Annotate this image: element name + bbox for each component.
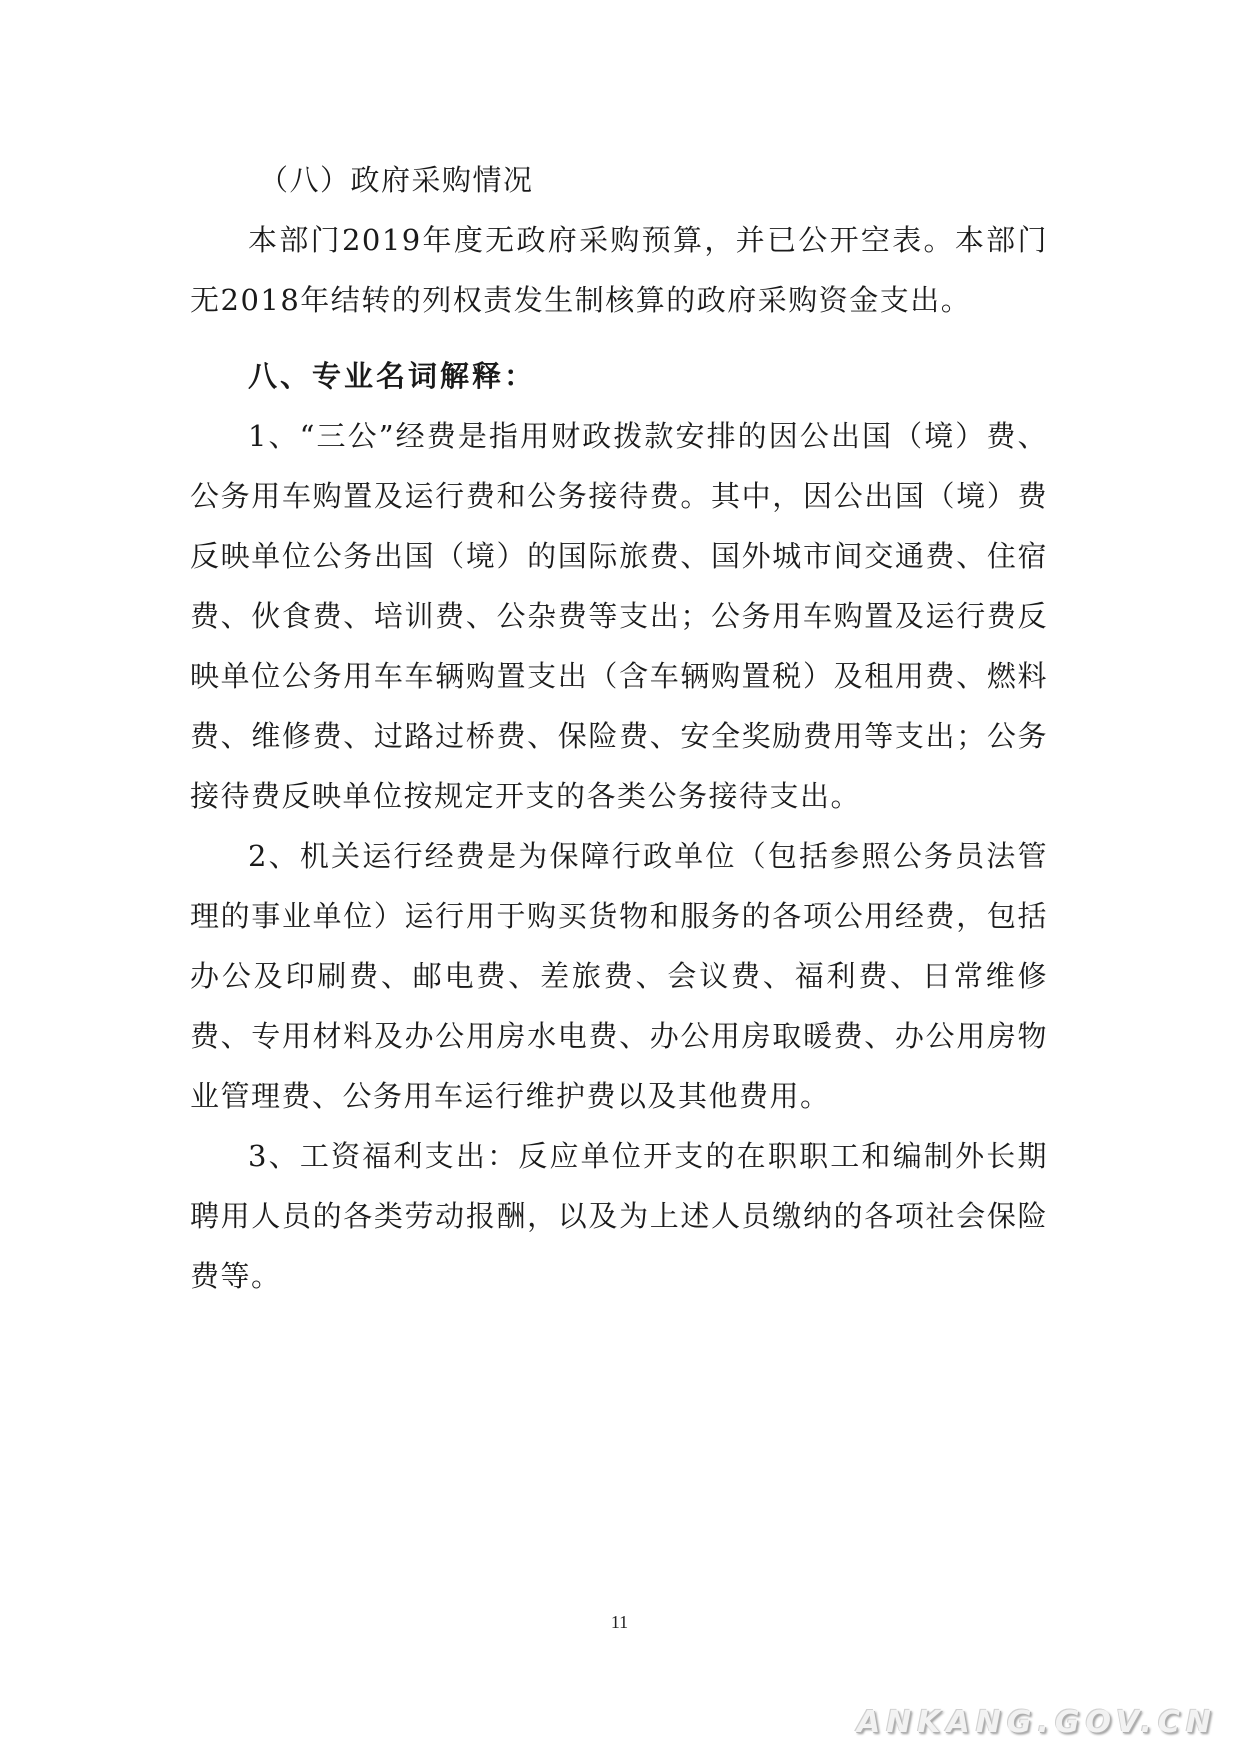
page-number: 11 xyxy=(610,1612,629,1632)
site-watermark: ANKANG.GOV.CN xyxy=(856,1705,1217,1740)
definition-paragraph-1: 1、“三公”经费是指用财政拨款安排的因公出国（境）费、公务用车购置及运行费和公务接待费。其中，因公出国（境）费反映单位公务出国（境）的国际旅费、国外城市间交通费、住宿费、伙食费、培训费、公杂费等支出；公务用车购置及运行费反映单位公务用车车辆购置支出（含车辆购置税）及租用费、燃料费、维修费、过路过桥费、保险费、安全奖励费用等支出；公务接待费反映单位按规定开支的各类公务接待支出。 xyxy=(190,419,1048,813)
definition-paragraph-3: 3、工资福利支出：反应单位开支的在职职工和编制外长期聘用人员的各类劳动报酬，以及为上述人员缴纳的各项社会保险费等。 xyxy=(190,1139,1048,1293)
document-body xyxy=(190,150,1048,1306)
subsection-heading: （八）政府采购情况 xyxy=(259,163,534,197)
section-heading: 八、专业名词解释： xyxy=(248,359,537,393)
procurement-paragraph: 本部门2019年度无政府采购预算，并已公开空表。本部门无2018年结转的列权责发生制核算的政府采购资金支出。 xyxy=(190,223,1048,317)
definition-paragraph-2: 2、机关运行经费是为保障行政单位（包括参照公务员法管理的事业单位）运行用于购买货物和服务的各项公用经费，包括办公及印刷费、邮电费、差旅费、会议费、福利费、日常维修费、专用材料及办公用房水电费、办公用房取暖费、办公用房物业管理费、公务用车运行维护费以及其他费用。 xyxy=(190,839,1048,1113)
